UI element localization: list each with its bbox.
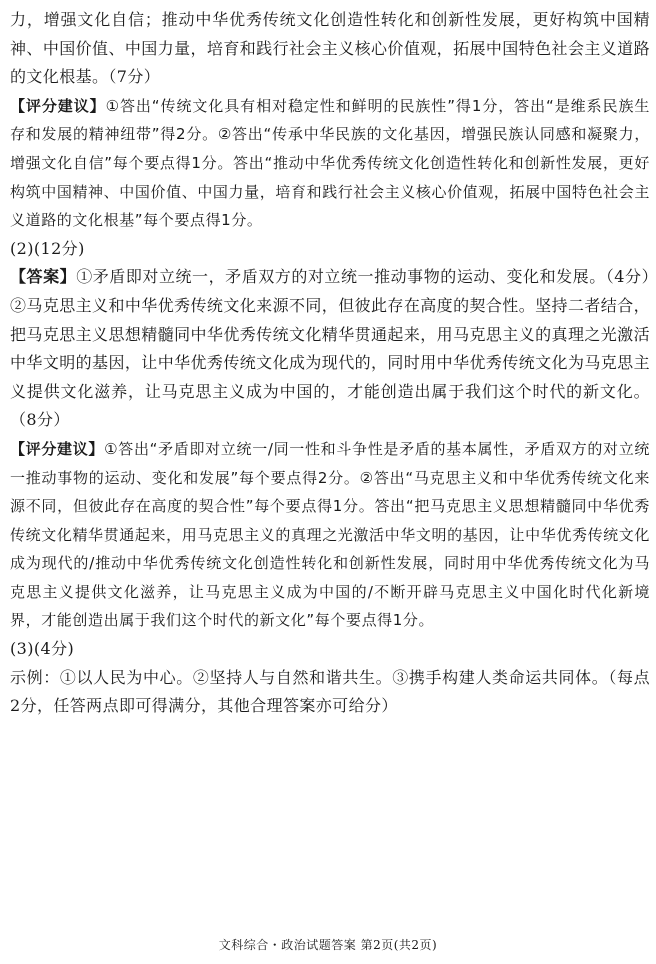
question-number: (2)(12分) <box>10 238 85 258</box>
question-number: (3)(4分) <box>10 639 75 659</box>
scoring-tag: 【评分建议】 <box>10 439 105 458</box>
paragraph-text: 示例：①以人民为中心。②坚持人与自然和谐共生。③携手构建人类命运共同体。（每点2分，任答两点即可得满分，其他合理答案亦可给分） <box>10 667 650 716</box>
answer-tag: 【答案】 <box>10 267 77 287</box>
answer-continuation <box>10 6 650 92</box>
paragraph-text: ①答出“矛盾即对立统一/同一性和斗争性是矛盾的基本属性，矛盾双方的对立统一推动事物的运动、变化和发展”每个要点得2分。②答出“马克思主义和中华优秀传统文化来源不同，但彼此存在高度的契合性”每个要点得1分。答出“把马克思主义思想精髓同中华优秀传统文化精华贯通起来，用马克思主义的真理之光激活中华文明的基因，让中华优秀传统文化成为现代的/推动中华优秀传统文化创造性转化和创新性发展，同时用中华优秀传统文化为马克思主义提供文化滋养，让马克思主义成为中国的/不断开辟马克思主义中国化时代化新境界，才能创造出属于我们这个时代的新文化”每个要点得1分。 <box>10 439 650 630</box>
answer-3-example <box>10 664 650 721</box>
paragraph-text: ①矛盾即对立统一，矛盾双方的对立统一推动事物的运动、变化和发展。（4分）②马克思主义和中华优秀传统文化来源不同，但彼此存在高度的契合性。坚持二者结合，把马克思主义思想精髓同中华优秀传统文化精华贯通起来，用马克思主义的真理之光激活中华文明的基因，让中华优秀传统文化成为现代的，同时用中华优秀传统文化为马克思主义提供文化滋养，让马克思主义成为中国的，才能创造出属于我们这个时代的新文化。（8分） <box>10 267 650 430</box>
document-body <box>10 6 650 721</box>
scoring-tag: 【评分建议】 <box>10 96 106 115</box>
scoring-note-2 <box>10 435 650 635</box>
page-footer: 文科综合・政治试题答案 第2页(共2页) <box>218 938 438 952</box>
paragraph-text: 力，增强文化自信；推动中华优秀传统文化创造性转化和创新性发展，更好构筑中国精神、中国价值、中国力量，培育和践行社会主义核心价值观，拓展中国特色社会主义道路的文化根基。（7分） <box>10 10 650 87</box>
scoring-note-1 <box>10 92 650 235</box>
question-3-header <box>10 635 650 664</box>
paragraph-text: ①答出“传统文化具有相对稳定性和鲜明的民族性”得1分，答出“是维系民族生存和发展的精神纽带”得2分。②答出“传承中华民族的文化基因，增强民族认同感和凝聚力，增强文化自信”每个要点得1分。答出“推动中华优秀传统文化创造性转化和创新性发展，更好构筑中国精神、中国价值、中国力量，培育和践行社会主义核心价值观，拓展中国特色社会主义道路的文化根基”每个要点得1分。 <box>10 96 650 230</box>
question-2-header <box>10 235 650 264</box>
answer-2 <box>10 263 650 435</box>
